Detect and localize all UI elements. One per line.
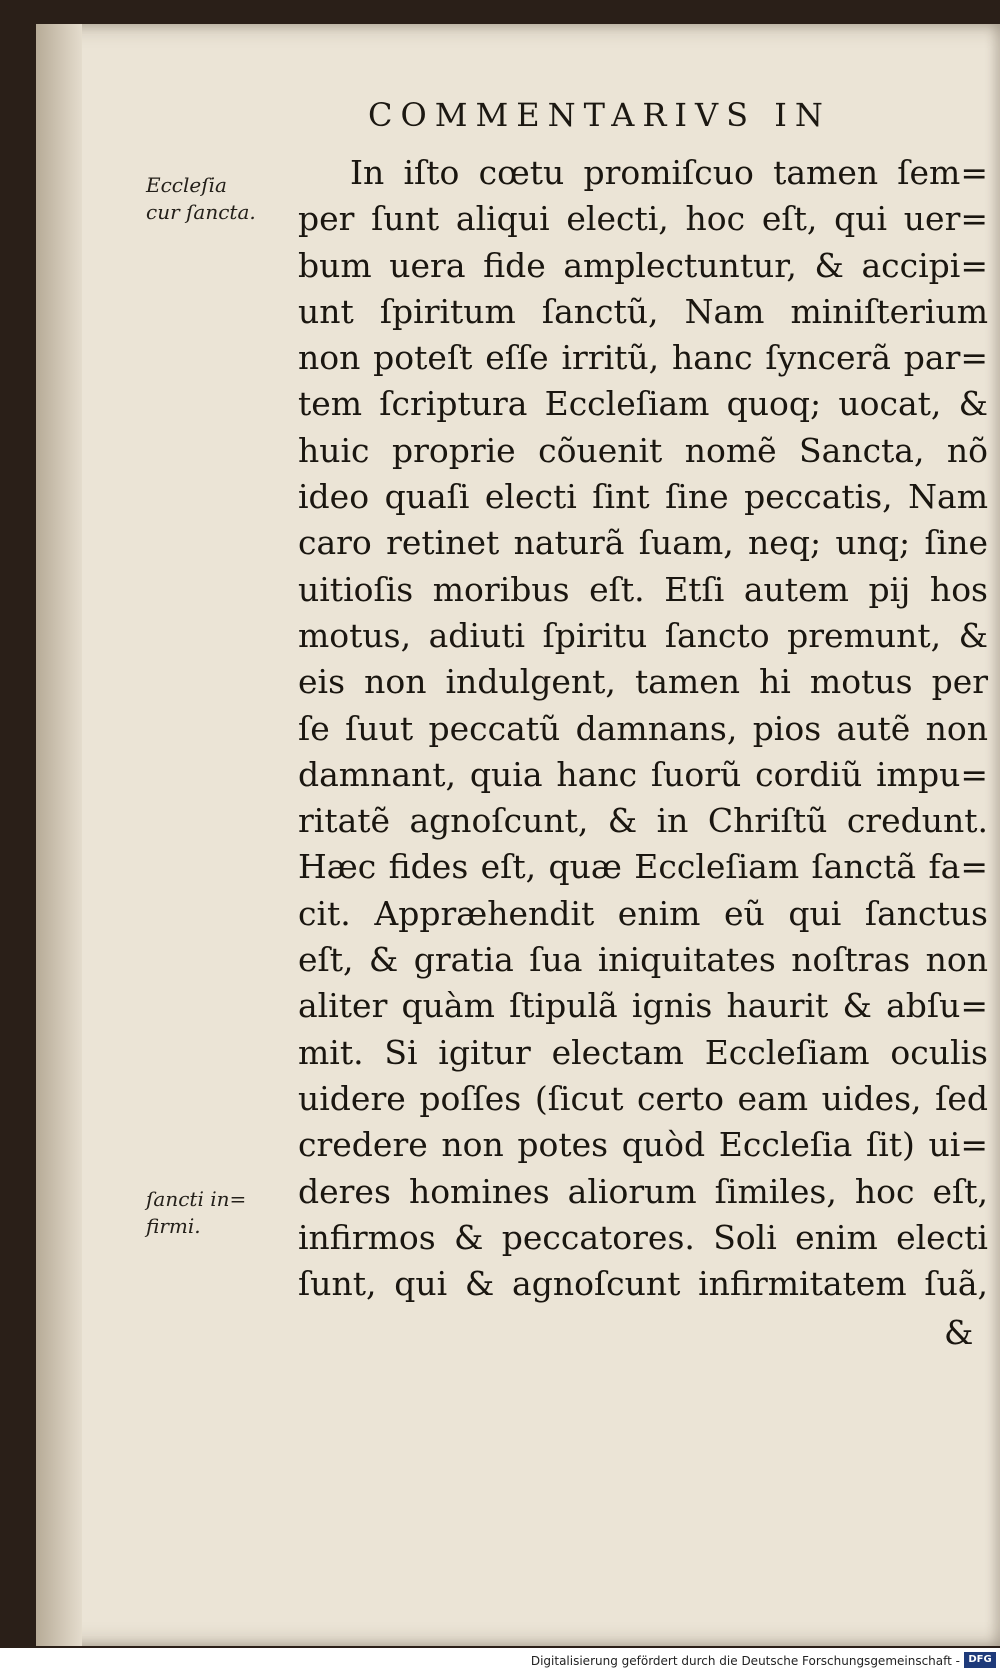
text-line: tem ſcriptura Eccleſiam quoq; uocat, & [298, 384, 988, 424]
text-line: bum uera fide amplectuntur, & accipi= [298, 245, 988, 285]
running-head: COMMENTARIVS IN [368, 96, 831, 134]
text-line: ſe ſuut peccatũ damnans, pios autẽ non [298, 708, 988, 748]
text-line: deres homines aliorum ſimiles, hoc eſt, [298, 1171, 988, 1211]
page-fore-edge [36, 24, 82, 1646]
text-line: motus, adiuti ſpiritu ſancto premunt, & [298, 615, 988, 655]
marginal-note-line: ſancti in= [146, 1187, 247, 1211]
text-line: ritatẽ agnoſcunt, & in Chriſtũ credunt. [298, 801, 988, 841]
text-line: Hæc fides eſt, quæ Eccleſiam ſanctã fa= [298, 847, 988, 887]
footer-bar [0, 1648, 1000, 1675]
text-line: cit. Appræhendit enim eũ qui ſanctus [298, 893, 988, 933]
text-line: uidere poſſes (ſicut certo eam uides, ſed [298, 1078, 988, 1118]
marginal-note-line: cur ſancta. [146, 200, 256, 224]
text-line: per ſunt aliqui electi, hoc eſt, qui uer= [298, 199, 988, 239]
funding-credit: Digitalisierung gefördert durch die Deutsche Forschungsgemeinschaft - [530, 1654, 960, 1668]
text-line: damnant, quia hanc ſuorũ cordiũ impu= [298, 754, 988, 794]
text-line: In iſto cœtu promiſcuo tamen ſem= [350, 153, 988, 192]
marginal-note-ecclesia [146, 172, 256, 226]
marginal-note-line: Eccleſia [146, 173, 227, 197]
text-line: aliter quàm ſtipulã ignis haurit & abſu= [298, 986, 988, 1026]
text-line: unt ſpiritum ſanctũ, Nam miniſterium [298, 291, 988, 331]
text-line: huic proprie cõuenit nomẽ Sancta, nõ [298, 430, 988, 470]
text-line: credere non potes quòd Eccleſia ſit) ui= [298, 1125, 988, 1165]
text-line: mit. Si igitur electam Eccleſiam oculis [298, 1032, 988, 1072]
marginal-note-line: firmi. [146, 1214, 201, 1238]
marginal-note-sancti [146, 1186, 246, 1240]
text-line: ideo quaſi electi ſint ſine peccatis, Nam [298, 477, 988, 517]
text-line: ſunt, qui & agnoſcunt infirmitatem ſuã, [298, 1264, 988, 1304]
text-line: infirmos & peccatores. Soli enim electi [298, 1217, 988, 1257]
dfg-logo: DFG [964, 1652, 996, 1668]
text-line: caro retinet naturã ſuam, neq; unq; ſine [298, 523, 988, 563]
body-text [298, 150, 988, 1307]
text-line: uitioſis moribus eſt. Etſi autem pij hos [298, 569, 988, 609]
text-line: eis non indulgent, tamen hi motus per [298, 662, 988, 702]
catchword: & [944, 1313, 974, 1352]
text-line: eſt, & gratia ſua iniquitates noſtras non [298, 940, 988, 980]
text-line: non poteſt eſſe irritũ, hanc ſyncerã par= [298, 338, 988, 378]
